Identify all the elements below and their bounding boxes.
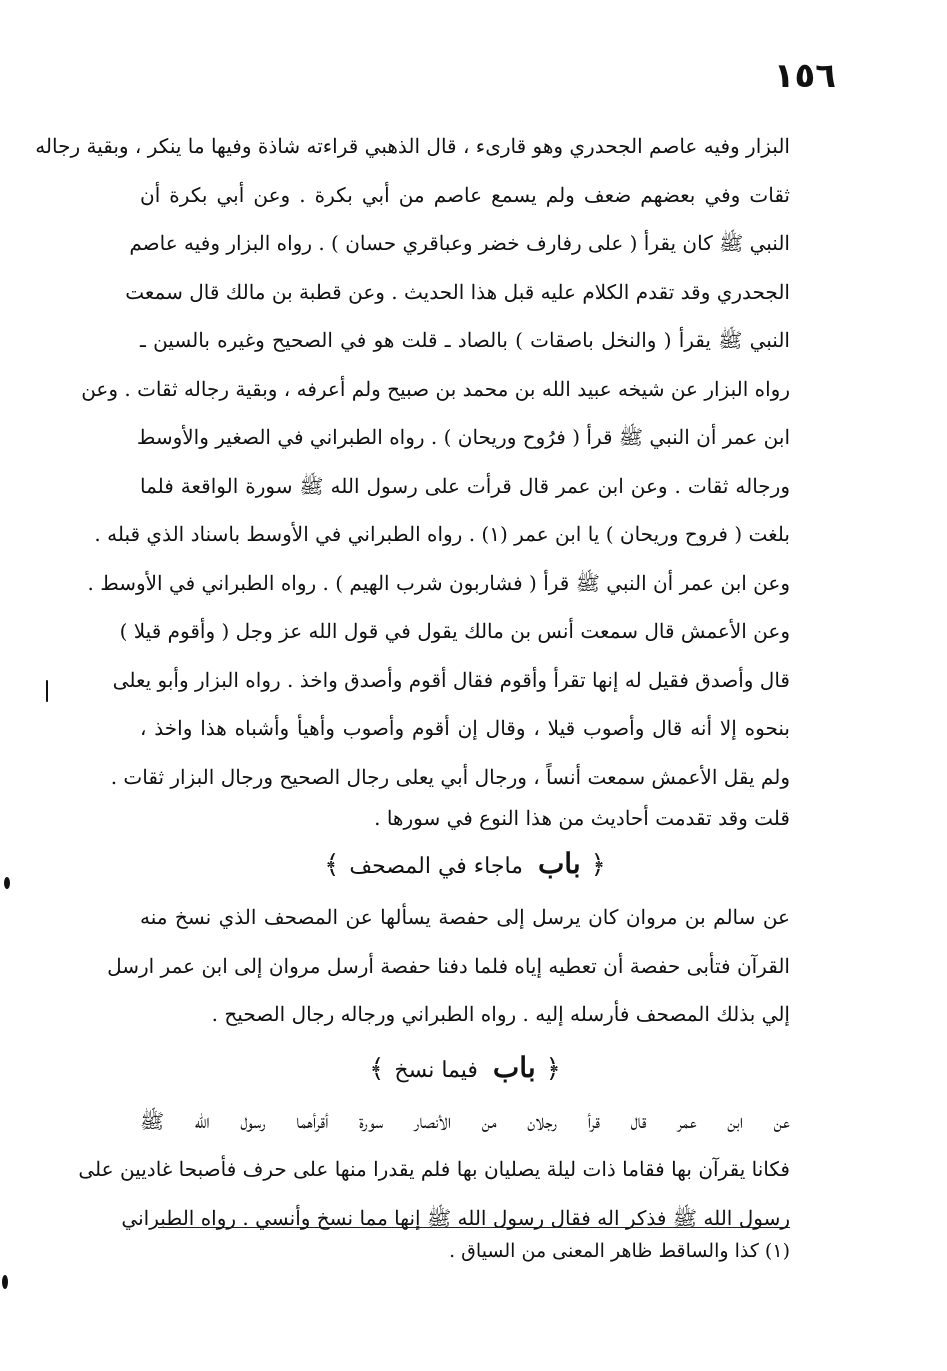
text-line: رسول الله ﷺ فذكر اله فقال رسول الله ﷺ إنها مما نسخ وأنسي . رواه الطبراني [121,1205,790,1230]
footnote-divider [158,1227,790,1228]
text-line: إلي بذلك المصحف فأرسله إليه . رواه الطبراني ورجاله رجال الصحيح . [211,1002,790,1026]
text-line: قلت وقد تقدمت أحاديث من هذا النوع في سورها . [374,806,790,830]
text-line: النبي ﷺ كان يقرأ ( على رفارف خضر وعباقري حسان ) . رواه البزار وفيه عاصم [129,231,790,255]
text-line: القرآن فتأبى حفصة أن تعطيه إياه فلما دفنا حفصة أرسل مروان إلى ابن عمر ارسل [107,953,790,978]
page-number: ١٥٦ [773,56,836,96]
main-text [35,122,791,1242]
chapter-label: باب [492,1050,536,1084]
text-line: بلغت ( فروح وريحان ) يا ابن عمر (١) . رواه الطبراني في الأوسط باسناد الذي قبله . [94,522,790,546]
text-line: رواه البزار عن شيخه عبيد الله بن محمد بن صبيح ولم أعرفه ، وبقية رجاله ثقات . وعن [81,376,790,401]
text-line: فكانا يقرآن بها فقاما ذات ليلة يصليان بها فلم يقدرا منها على حرف فأصبحا غاديين على [78,1157,790,1181]
text-line: ولم يقل الأعمش سمعت أنساً ، ورجال أبي يعلى رجال الصحيح ورجال البزار ثقات . [110,764,790,789]
text-line: الجحدري وقد تقدم الكلام عليه قبل هذا الحديث . وعن قطبة بن مالك قال سمعت [125,279,790,304]
text-line: عن سالم بن مروان كان يرسل إلى حفصة يسألها عن المصحف الذي نسخ منه [140,905,790,929]
text-line: قال وأصدق فقيل له إنها تقرأ وأقوم فقال أقوم وأصدق واخذ . رواه البزار وأبو يعلى [112,667,790,692]
scan-mark [2,1275,8,1289]
footnote: (١) كذا والساقط ظاهر المعنى من السياق . [449,1240,790,1262]
scan-mark [4,877,10,889]
chapter-heading [140,1039,790,1097]
text-line: البزار وفيه عاصم الجحدري وهو قارىء ، قال الذهبي قراءته شاذة وفيها ما ينكر ، وبقية رجاله [35,134,790,158]
chapter-label: باب [537,847,581,880]
text-line: عن ابن عمر قال قرأ رجلان من الأنصار سورة أقرأهما رسول الله ﷺ [140,1108,790,1133]
ornament-bracket-open: ﴿ [545,1053,561,1084]
text-line: بنحوه إلا أنه قال وأصوب قيلا ، وقال إن أقوم وأصوب وأهيأ وأشباه هذا واخذ ، [140,716,790,740]
text-line: ابن عمر أن النبي ﷺ قرأ ( فرُوح وريحان ) . رواه الطبراني في الصغير والأوسط [136,425,790,449]
chapter-title: فيما نسخ [394,1057,478,1083]
text-line: وعن ابن عمر أن النبي ﷺ قرأ ( فشاربون شرب الهيم ) . رواه الطبراني في الأوسط . [87,570,790,595]
ornament-bracket-open: ﴿ [590,850,606,880]
chapter-heading [140,835,790,893]
text-line: ورجاله ثقات . وعن ابن عمر قال قرأت على رسول الله ﷺ سورة الواقعة فلما [140,473,790,498]
text-line: النبي ﷺ يقرأ ( والنخل باصقات ) بالصاد ـ قلت هو في الصحيح وغيره بالسين ـ [140,328,790,352]
chapter-title: ماجاء في المصحف [349,854,523,879]
text-line: ثقات وفي بعضهم ضعف ولم يسمع عاصم من أبي بكرة . وعن أبي بكرة أن [140,182,791,207]
ornament-bracket-close: ﴾ [369,1053,385,1084]
ornament-bracket-close: ﴾ [324,850,340,880]
scan-mark [46,680,48,702]
text-line: وعن الأعمش قال سمعت أنس بن مالك يقول في قول الله عز وجل ( وأقوم قيلا ) [119,619,790,643]
